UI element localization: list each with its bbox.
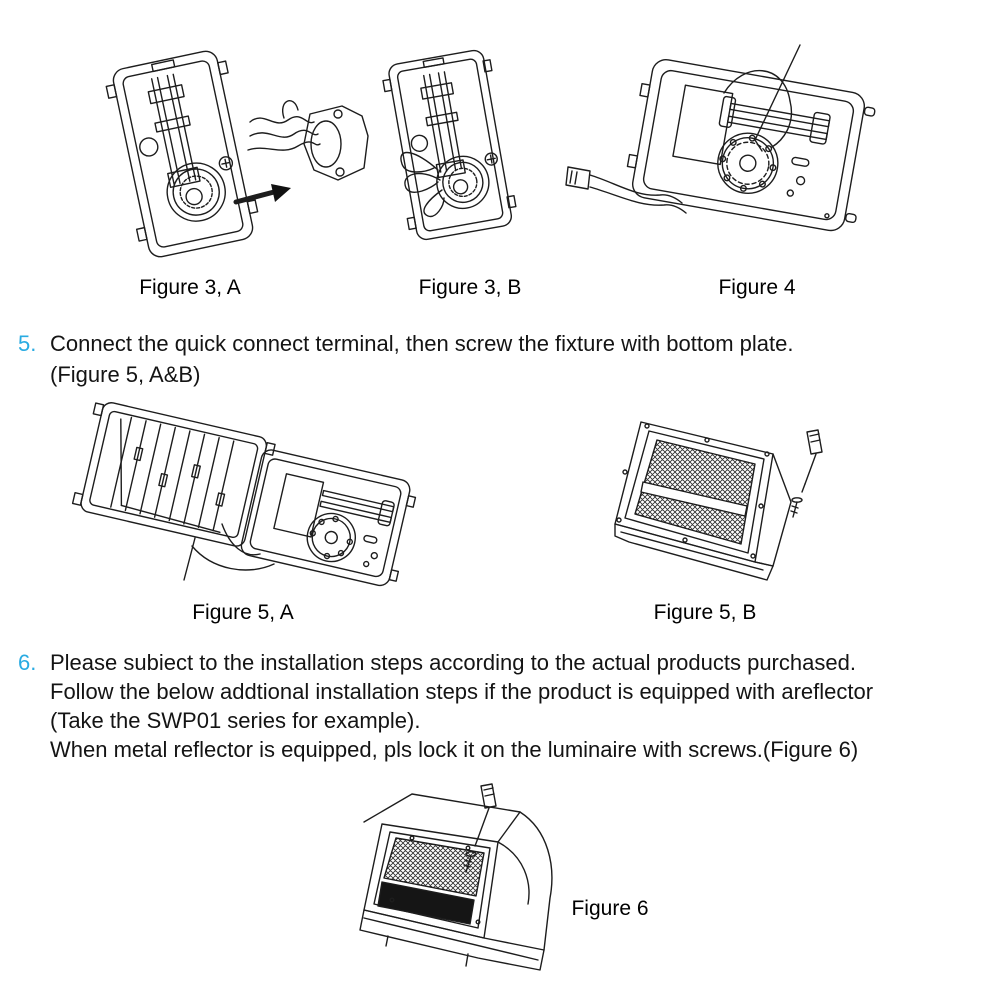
figure-3b-drawing [372, 42, 527, 247]
figure-5b [595, 402, 830, 587]
step-6-text-line-2: Follow the below addtional installation steps if the product is equipped with areflector [50, 679, 874, 704]
figure-5a [72, 398, 417, 593]
step-6-instruction [18, 648, 873, 764]
step-6-number: 6. [18, 650, 37, 675]
step-5-text-line-2: (Figure 5, A&B) [50, 362, 201, 387]
step-6-text-line-1: Please subiect to the installation steps according to the actual products purchased. [50, 650, 856, 675]
step-5-number: 5. [18, 331, 37, 356]
figure-3a-drawing [88, 22, 388, 267]
figure-caption: Figure 5, B [653, 601, 757, 624]
figure-5b-drawing [595, 402, 830, 587]
step-5-text-line-1: Connect the quick connect terminal, then screw the fixture with bottom plate. [50, 331, 794, 356]
figure-4 [556, 45, 901, 260]
step-6-text-line-4: When metal reflector is equipped, pls lock it on the luminaire with screws.(Figure 6) [50, 737, 859, 762]
figure-5a-drawing [72, 398, 417, 593]
figure-caption: Figure 3, A [139, 276, 241, 299]
figure-caption: Figure 4 [718, 276, 796, 299]
figure-3b [372, 42, 527, 247]
screwdriver-icon [791, 430, 822, 517]
figure-6-drawing [348, 778, 648, 1000]
figure-3a [88, 22, 388, 267]
figure-caption: Figure 6 [571, 897, 649, 920]
step-6-text-line-3: (Take the SWP01 series for example). [50, 708, 421, 733]
figure-4-drawing [556, 45, 901, 260]
figure-caption: Figure 5, A [192, 601, 294, 624]
figure-caption: Figure 3, B [418, 276, 522, 299]
figure-6 [348, 778, 648, 1000]
step-5-instruction [18, 328, 794, 390]
mounting-direction-arrow [271, 184, 291, 202]
